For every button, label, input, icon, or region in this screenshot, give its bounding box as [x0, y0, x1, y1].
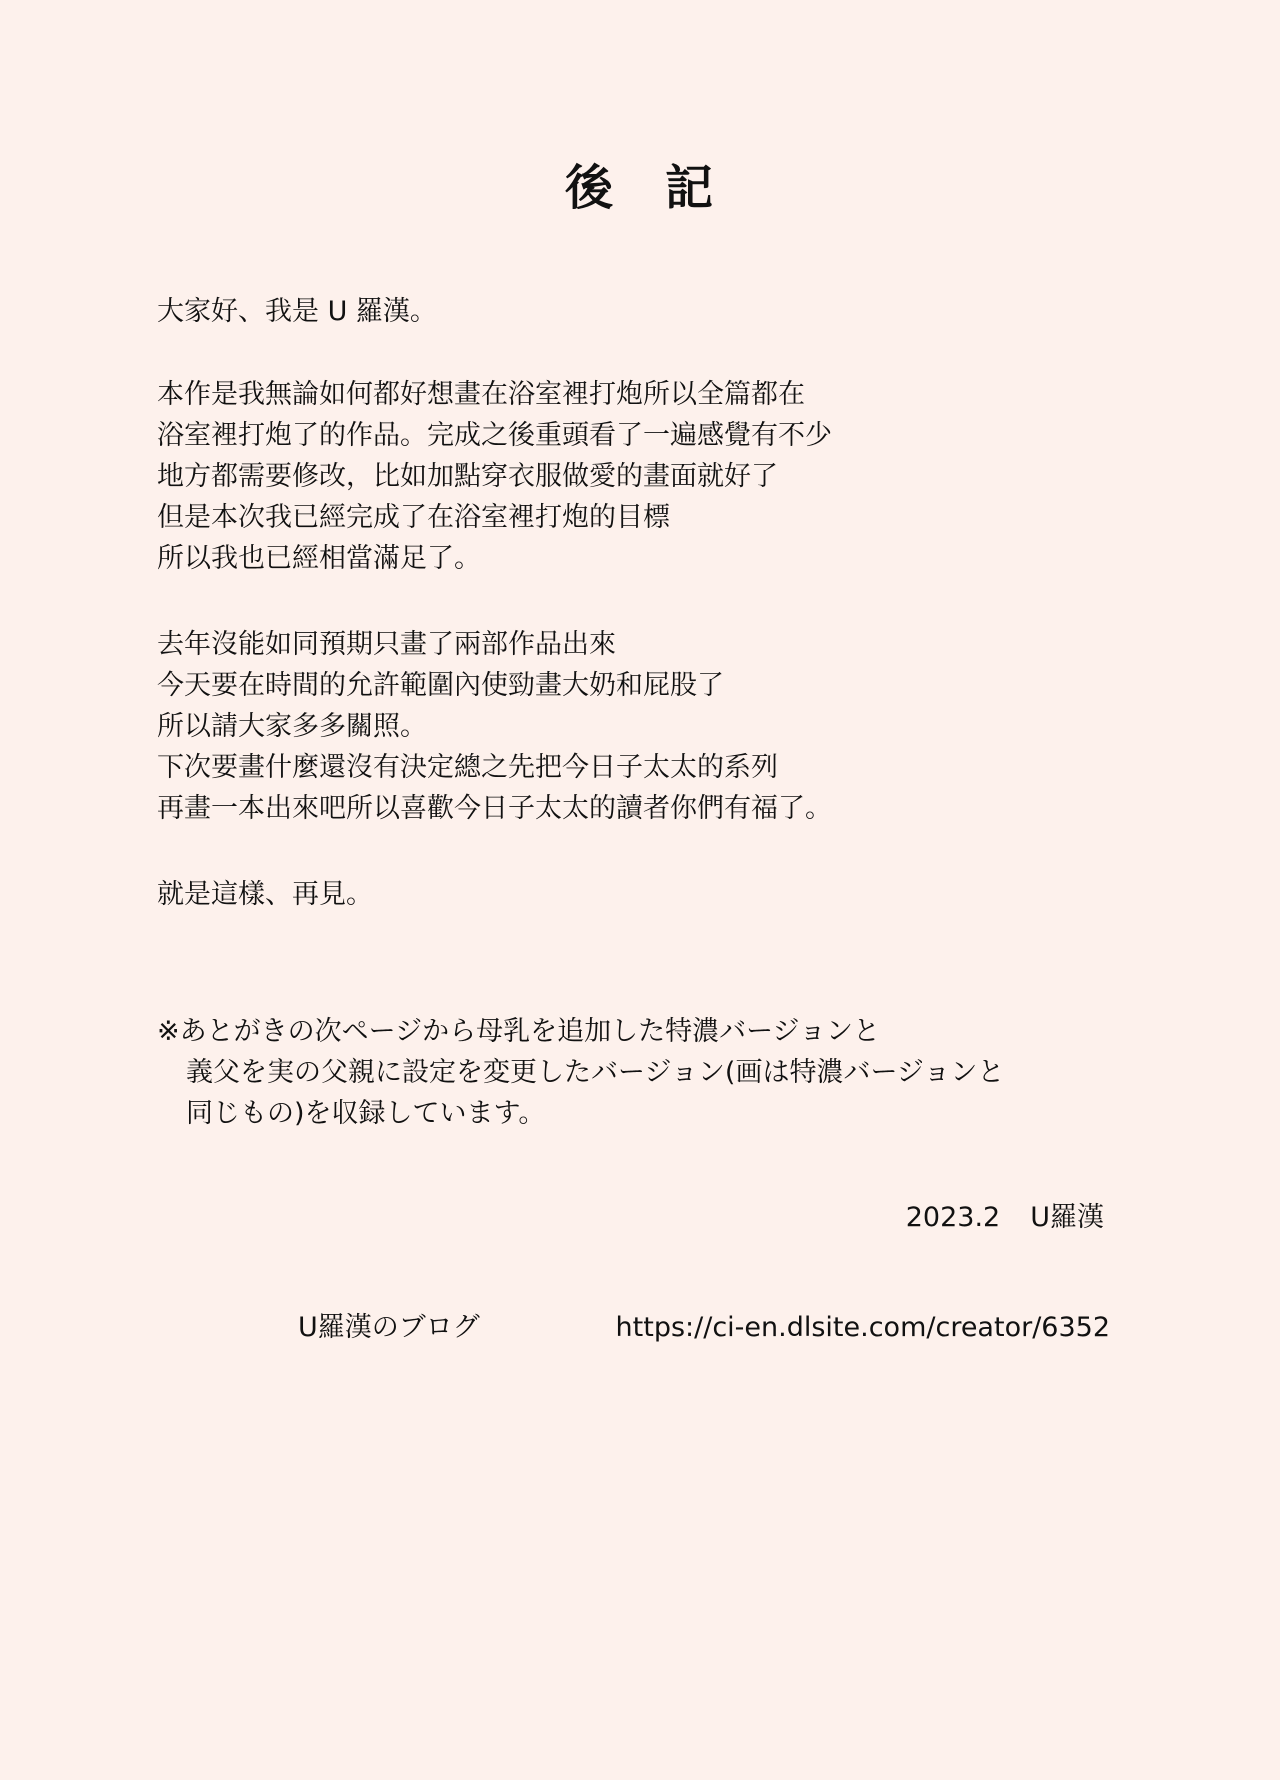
title-char-1: 後	[564, 160, 615, 216]
title-char-2: 記	[665, 160, 716, 216]
note-line: ※あとがきの次ページから母乳を追加した特濃バージョンと	[157, 1016, 881, 1047]
paragraph-line: 下次要畫什麼還沒有決定總之先把今日子太太的系列	[157, 752, 778, 783]
paragraph-line: 地方都需要修改，比如加點穿衣服做愛的畫面就好了	[157, 461, 778, 492]
note-line: 同じもの)を収録しています。	[186, 1098, 546, 1129]
greeting-line: 大家好、我是 U 羅漢。	[157, 296, 437, 327]
blog-url-link[interactable]: https://ci-en.dlsite.com/creator/6352	[615, 1312, 1110, 1343]
paragraph-line: 去年沒能如同預期只畫了兩部作品出來	[157, 629, 616, 660]
paragraph-line: 所以我也已經相當滿足了。	[157, 543, 481, 574]
page-title	[0, 158, 1280, 218]
paragraph-line: 所以請大家多多關照。	[157, 711, 427, 742]
signature-author: U羅漢	[1030, 1202, 1104, 1233]
blog-label: U羅漢のブログ	[298, 1312, 480, 1343]
signature	[906, 1200, 1104, 1236]
note-line: 義父を実の父親に設定を変更したバージョン(画は特濃バージョンと	[186, 1057, 1005, 1088]
paragraph-line: 今天要在時間的允許範圍內使勁畫大奶和屁股了	[157, 670, 724, 701]
paragraph-line: 浴室裡打炮了的作品。完成之後重頭看了一遍感覺有不少	[157, 420, 832, 451]
closing-line: 就是這樣、再見。	[157, 879, 373, 910]
paragraph-line: 本作是我無論如何都好想畫在浴室裡打炮所以全篇都在	[157, 379, 805, 410]
signature-date: 2023.2	[905, 1202, 1001, 1233]
paragraph-line: 再畫一本出來吧所以喜歡今日子太太的讀者你們有福了。	[157, 793, 832, 824]
paragraph-line: 但是本次我已經完成了在浴室裡打炮的目標	[157, 502, 670, 533]
